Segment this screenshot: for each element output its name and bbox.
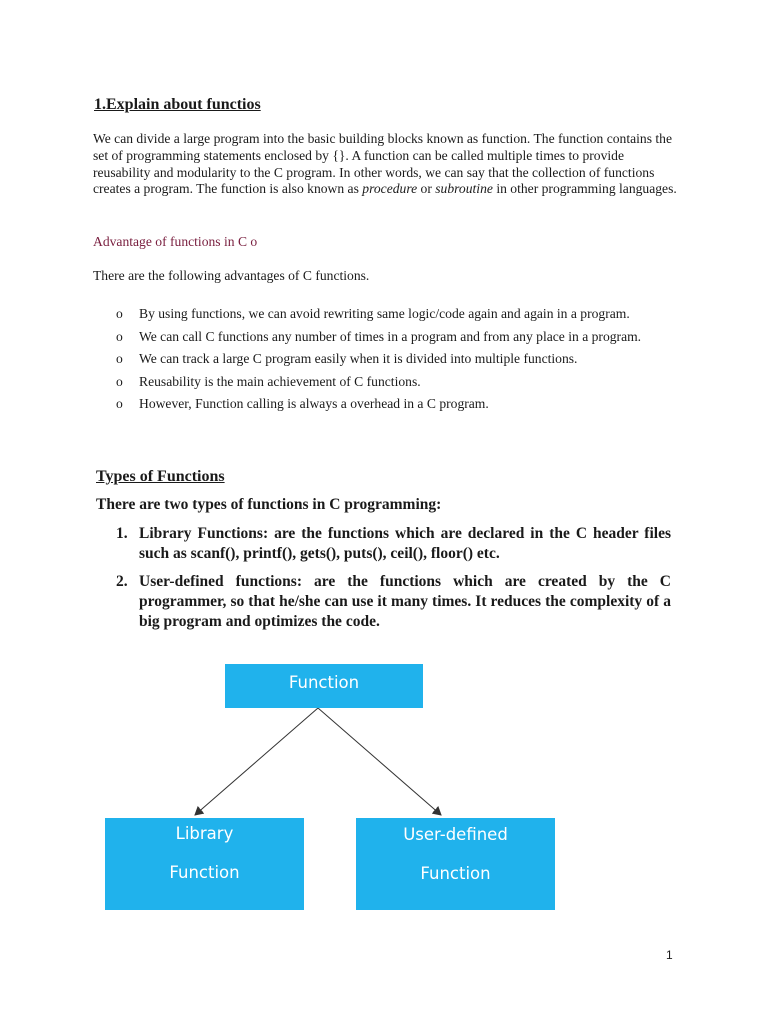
library-function-box — [105, 818, 304, 910]
list-item-text: We can track a large C program easily when it is divided into multiple functions. — [139, 351, 578, 366]
bullet-marker: o — [116, 373, 123, 389]
user-defined-label: User-defined — [403, 825, 508, 844]
list-item-text: Reusability is the main achievement of C functions. — [139, 373, 421, 389]
advantage-heading: Advantage of functions in C o — [93, 234, 258, 249]
subroutine-term: subroutine — [435, 181, 493, 197]
list-item-text: Library Functions: are the functions which are declared in the C header files such as scanf(), printf(), gets(), puts(), ceil(), floor() etc. — [139, 525, 671, 562]
list-number: 1. — [116, 525, 128, 542]
bullet-marker: o — [116, 306, 123, 321]
list-item-text: By using functions, we can avoid rewriting same logic/code again and again in a program. — [139, 306, 630, 321]
intro-text-mid: or — [417, 181, 436, 197]
user-defined-function-box — [356, 818, 555, 910]
bullet-marker: o — [116, 396, 123, 411]
intro-text-start: We can divide a large program into the basic building blocks known as function. The function contains the set of programming statements enclosed by {}. A function can be called multiple times to provide reusability and modularity to the C program. In other words, we can say that the collection of functions creates a program. The function is also known as — [93, 131, 673, 197]
intro-text-end: in other programming languages. — [492, 181, 677, 197]
section-heading-types: Types of Functions — [96, 468, 225, 485]
list-item-text: We can call C functions any number of times in a program and from any place in a program. — [139, 328, 642, 344]
bullet-marker: o — [116, 351, 123, 366]
user-defined-function-label: Function — [420, 864, 491, 883]
arrow-to-user-defined — [318, 708, 441, 815]
page-number: 1 — [666, 948, 673, 962]
function-box: Function — [225, 664, 423, 708]
section-heading-functions: 1.Explain about functios — [94, 96, 261, 113]
list-item-text: User-defined functions: are the functions which are created by the C programmer, so that he/she can use it many times. It reduces the complexity of a big program and optimizes the code. — [139, 573, 671, 630]
arrow-to-library — [195, 708, 318, 815]
types-intro: There are two types of functions in C programming: — [96, 496, 442, 513]
list-item-text: However, Function calling is always a overhead in a C program. — [139, 396, 489, 411]
list-number: 2. — [116, 573, 128, 590]
advantage-intro: There are the following advantages of C functions. — [93, 268, 370, 283]
bullet-marker: o — [116, 328, 123, 344]
procedure-term: procedure — [362, 181, 418, 197]
library-function-label: Function — [169, 863, 240, 882]
library-label: Library — [175, 824, 234, 843]
